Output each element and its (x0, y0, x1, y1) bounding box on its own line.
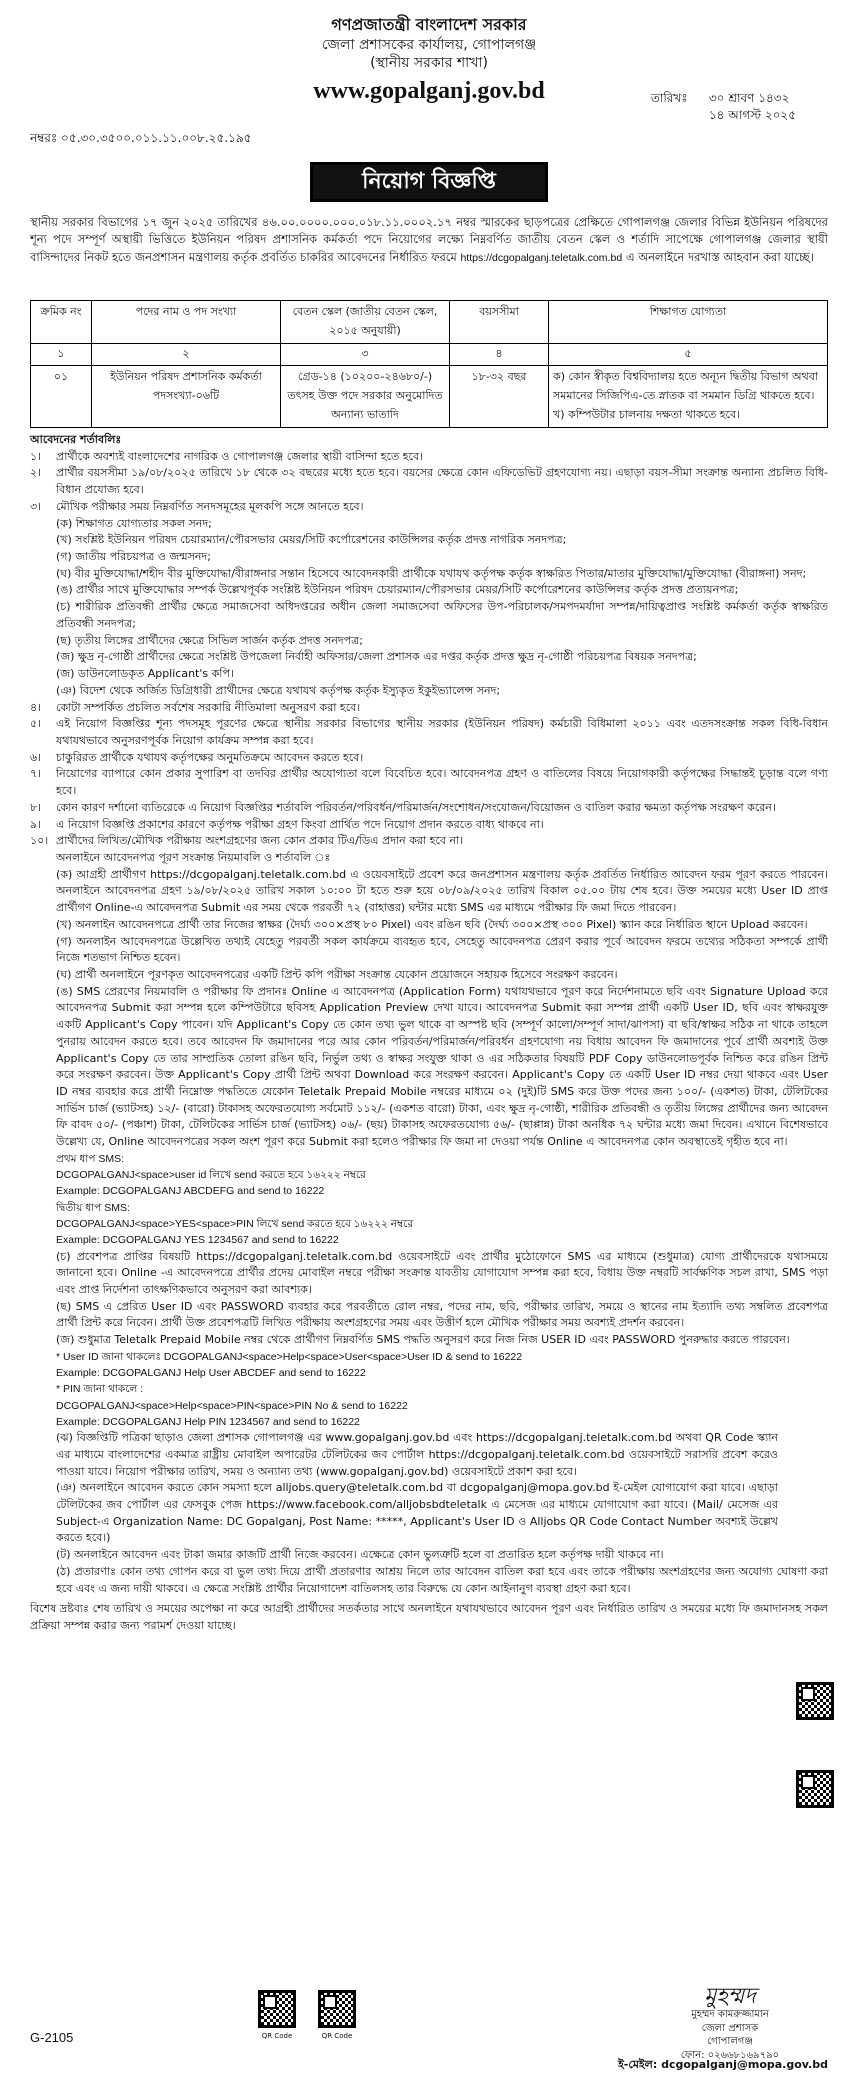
item-text: কোটা সম্পর্কিত প্রচলিত সর্বশেষ সরকারি নীতিমালা অনুসরণ করা হবে। (56, 700, 361, 714)
date-english: ১৪ আগস্ট ২০২৫ (708, 108, 796, 123)
qr-label: QR Code (261, 2032, 293, 2040)
signatory-name: মুহম্মদ কামরুজ্জামান (691, 2009, 769, 2020)
cell-post: ইউনিয়ন পরিষদ প্রশাসনিক কর্মকর্তা পদসংখ্যা-০৬টি (92, 366, 281, 428)
date-block (650, 90, 796, 125)
list-item (30, 766, 828, 799)
recover-instructions (30, 1349, 828, 1430)
item-text: এই নিয়োগ বিজ্ঞপ্তির শূন্য পদসমূহ পূরণের ক্ষেত্রে স্থানীয় সরকার বিভাগের স্থানীয় সরকার (ইউনিয়ন পরিষদ) কর্মচারী বিধিমালা ২০১১ এবং এতদসংক্রান্ত সকল বিধি-বিধান যথাযথভাবে অনুসরণপূর্বক নিয়োগ কার্যক্রম সম্পন্ন করা হবে। (56, 717, 828, 747)
intro-tail: এ অনলাইনে দরখাস্ত আহবান করা যাচ্ছে। (625, 249, 814, 264)
sub-item: (ছ) তৃতীয় লিঙ্গের প্রার্থীদের ক্ষেত্রে সিভিল সার্জন কর্তৃক প্রদত্ত সনদপত্র; (56, 633, 363, 647)
online-rule: (ঝ) বিজ্ঞপ্তিটি পত্রিকা ছাড়াও জেলা প্রশাসক গোপালগঞ্জ এর www.gopalganj.gov.bd এবং https://dcgopalganj.teletalk.com.bd অথবা QR Code স্ক্যান এর মাধ্যমে বাংলাদেশের একমাত্র রাষ্ট্রীয় মোবাইল অপারেটর টেলিটকের জব পোর্টাল https://dcgopalganj.teletalk.com.bd ওয়েবসাইটে সরাসরি প্রবেশ করেও পাওয়া যাবে। নিয়োগ পরীক্ষার তারিখ, সময় ও অন্যান্য তথ্য (www.gopalganj.gov.bd) ওয়েবসাইটে প্রকাশ করা হবে। (56, 1431, 778, 1478)
cell-education (549, 366, 828, 428)
recover-uid-line: * User ID জানা থাকলেঃ DCGOPALGANJ<space>Help<space>User<space>User ID & send to 16222 (56, 1350, 523, 1363)
sms-instructions (30, 1151, 828, 1249)
sub-item: (গ) জাতীয় পরিচয়পত্র ও জন্মসনদ; (56, 550, 211, 564)
list-item (30, 700, 828, 717)
list-item (30, 833, 828, 850)
online-rule: (ঠ) প্রতারণাঃ কোন তথ্য গোপন করে বা ভুল তথ্য দিয়ে প্রার্থী প্রতারণার আশ্রয় নিলে তার আবেদন বাতিল করা হবে এবং তাকে পরীক্ষায় অংশগ্রহণের জন্য অযোগ্য ঘোষণা করা হবে এবং এ জন্য দায়ী থাকবে। এ ক্ষেত্রে সংশ্লিষ্ট প্রার্থীর নিয়োগাদেশ বাতিলসহ তার বিরুদ্ধে যে কোন আইনানুগ ব্যবস্থা গ্রহণ করা হবে। (56, 1564, 828, 1595)
intro-text: স্থানীয় সরকার বিভাগের ১৭ জুন ২০২৫ তারিখের ৪৬.০০.০০০০.০০০.০১৮.১১.০০০২.১৭ নম্বর স্মারকের ছাড়পত্রের প্রেক্ষিতে গোপালগঞ্জ জেলার বিভিন্ন ইউনিয়ন পরিষদের শূন্য পদে সম্পূর্ণ অস্থায়ী ভিত্তিতে ইউনিয়ন পরিষদ প্রশাসনিক কর্মকর্তা পদে নিয়োগের লক্ষ্যে নিম্নবর্ণিত জাতীয় বেতন স্কেল ও শর্তাদি সাপেক্ষে গোপালগঞ্জ জেলার স্থায়ী বাসিন্দাদের নিকট হতে জনপ্রশাসন মন্ত্রণালয় কর্তৃক প্রবর্তিত চাকরির আবেদনের নির্ধারিত ফরমে (30, 215, 828, 264)
office-name: জেলা প্রশাসকের কার্যালয়, গোপালগঞ্জ (321, 36, 537, 53)
sub-item: (খ) সংশ্লিষ্ট ইউনিয়ন পরিষদ চেয়ারম্যান/পৌরসভার মেয়র/সিটি কর্পোরেশনের কাউন্সিলর কর্তৃক প্রদত্ত নাগরিক সনদপত্র; (56, 533, 567, 547)
cell-serial: ০১ (31, 366, 92, 428)
section-name: (স্থানীয় সরকার শাখা) (370, 55, 488, 72)
sub-item: (জ) ডাউনলোডকৃত Applicant's কপি। (56, 667, 234, 681)
intro-url[interactable]: https://dcgopalganj.teletalk.com.bd (460, 251, 623, 264)
item-text: প্রার্থীর বয়সসীমা ১৯/০৮/২০২৫ তারিখে ১৮ থেকে ৩২ বছরের মধ্যে হতে হবে। বয়সের ক্ষেত্রে কোন এফিডেভিট গ্রহণযোগ্য নয়। এছাড়া বয়স-সীমা সংক্রান্ত অন্যান্য প্রচলিত বিধি-বিধান প্রযোজ্য হবে। (56, 466, 828, 497)
item-text: চাকুরিরত প্রার্থীকে যথাযথ কর্তৃপক্ষের অনুমতিক্রমে আবেদন করতে হবে। (56, 750, 364, 764)
sms-second-example: Example: DCGOPALGANJ YES 1234567 and send to 16222 (56, 1234, 339, 1247)
online-rule: (ঞ) অনলাইনে আবেদন করতে কোন সমস্যা হলে alljobs.query@teletalk.com.bd বা dcgopalganj@mopa.gov.bd ই-মেইল যোগাযোগ করা যাবে। এছাড়া টেলিটকের জব পোর্টাল এর ফেসবুক পেজ https://www.facebook.com/alljobsbdteletalk এ মেসেজ এর মাধ্যমে যোগাযোগ করা যাবে। (Mail/ মেসেজ এর Subject-এ Organization Name: DC Gopalganj, Post Name: *****, Applicant's User ID ও Alljobs QR Code Contact Number অবশ্যই উল্লেখ করতে হবে।) (56, 1481, 778, 1545)
recover-uid-example: Example: DCGOPALGANJ Help User ABCDEF and send to 16222 (56, 1367, 366, 1380)
edu-req-1: ক) কোন স্বীকৃত বিশ্ববিদ্যালয় হতে অন্যূন দ্বিতীয় বিভাগ অথবা সমমানের সিজিপিএ-তে স্নাতক বা সমমান ডিগ্রি থাকতে হবে। (553, 370, 819, 402)
recover-pin-label: * PIN জানা থাকলে : (56, 1383, 144, 1396)
conditions-section (30, 432, 828, 1635)
sub-item: (ঘ) বীর মুক্তিযোদ্ধা/শহীদ বীর মুক্তিযোদ্ধা/বীরাঙ্গনার সন্তান হিসেবে আবেদনকারী প্রার্থীকে যথাযথ কর্তৃপক্ষ কর্তৃক স্বাক্ষরিত পিতার/মাতার মুক্তিযোদ্ধা/মুক্তিযোদ্ধা (বীরাঙ্গনা) সনদ; (56, 566, 807, 580)
qr-code-icon[interactable] (796, 1770, 834, 1808)
item-number: ১। (30, 449, 42, 463)
sub-item: (ঞ) বিদেশ থেকে অর্জিত ডিগ্রিধারী প্রার্থীদের ক্ষেত্রে যথাযথ কর্তৃপক্ষ কর্তৃক ইস্যুকৃত ইকুইভ্যালেন্স সনদ; (56, 683, 501, 697)
item-number: ৫। (30, 717, 42, 731)
sms-second-line: DCGOPALGANJ<space>YES<space>PIN লিখে send করতে হবে ১৬২২২ নম্বরে (56, 1217, 414, 1230)
col-education: শিক্ষাগত যোগ্যতা (549, 301, 828, 344)
list-item (30, 716, 828, 749)
item-number: ৮। (30, 800, 42, 814)
online-rule: (ট) অনলাইনে আবেদন এবং টাকা জমার কাজটি প্রার্থী নিজে করবেন। এক্ষেত্রে কোন ভুলত্রুটি হলে বা প্রতারিত হলে কর্তৃপক্ষ দায়ী থাকবে না। (56, 1548, 664, 1562)
list-item (30, 800, 828, 817)
qr-code-icon[interactable] (258, 1990, 296, 2028)
online-rule: (গ) অনলাইন আবেদনপত্রে উল্লেখিত তথ্যই যেহেতু পরবর্তী সকল কার্যক্রমে ব্যবহৃত হবে, সেহেতু আবেদনপত্র প্রেরণ করার পূর্বে আবেদন ফরমে তথ্যের সঠিকতা সম্পর্কে প্রার্থী নিজে শতভাগ নিশ্চিত হবেন। (56, 934, 828, 965)
colnum-5: ৫ (549, 344, 828, 366)
signatory-designation: জেলা প্রশাসক (701, 2022, 759, 2034)
intro-paragraph (30, 214, 828, 266)
signatory-phone: ফোন: ০২৬৬৮১৬৯৭৯০ (680, 2049, 780, 2061)
colnum-2: ২ (92, 344, 281, 366)
cell-age: ১৮-৩২ বছর (450, 366, 549, 428)
online-heading: অনলাইনে আবেদনপত্র পূরণ সংক্রান্ত নিয়মাবলি ও শর্তাবলি ঃ (56, 850, 331, 864)
colnum-1: ১ (31, 344, 92, 366)
sms-first-label: প্রথম ধাপ SMS: (56, 1152, 125, 1165)
qr-code-icon[interactable] (318, 1990, 356, 2028)
post-table (30, 300, 828, 428)
online-rule: (চ) প্রবেশপত্র প্রাপ্তির বিষয়টি https://dcgopalganj.teletalk.com.bd ওয়েবসাইটে এবং প্রার্থীর মুঠোফোনে SMS এর মাধ্যমে (শুধুমাত্র) যোগ্য প্রার্থীদেরকে যথাসময়ে জানানো হবে। Online -এ আবেদনপত্রে প্রার্থীর প্রদেয় মোবাইল নম্বরে পরীক্ষা সংক্রান্ত যাবতীয় যোগাযোগ সম্পন্ন করা হবে, বিধায় উক্ত নম্বরটি সার্বক্ষণিক সচল রাখা, SMS পড়া এবং প্রাপ্ত নির্দেশনা তাৎক্ষণিকভাবে অনুসরণ করা আবশ্যক। (56, 1249, 828, 1296)
list-item (30, 817, 828, 834)
govt-name: গণপ্রজাতন্ত্রী বাংলাদেশ সরকার (331, 15, 527, 34)
colnum-4: ৪ (450, 344, 549, 366)
special-note: বিশেষ দ্রষ্টব্যঃ শেষ তারিখ ও সময়ের অপেক্ষা না করে আগ্রহী প্রার্থীদের সতর্কতার সাথে অনলাইনে যথাযথভাবে আবেদন পূরণ এবং নির্ধারিত তারিখ ও সময়ের মধ্যে ফি জমাদানসহ সকল প্রক্রিয়া সম্পন্ন করার জন্য পরামর্শ দেওয়া যাচ্ছে। (30, 1602, 828, 1633)
item-text: নিয়োগের ব্যাপারে কোন প্রকার সুপারিশ বা তদবির প্রার্থীর অযোগ্যতা বলে বিবেচিত হবে। আবেদনপত্র গ্রহণ ও বাতিলের বিষয়ে নিয়োগকারী কর্তৃপক্ষের সিদ্ধান্তই চূড়ান্ত বলে গণ্য হবে। (56, 767, 828, 798)
item-text: প্রার্থীকে অবশ্যই বাংলাদেশের নাগরিক ও গোপালগঞ্জ জেলার স্থায়ী বাসিন্দা হতে হবে। (56, 449, 423, 463)
conditions-heading: আবেদনের শর্তাবলিঃ (30, 433, 122, 446)
item-number: ৯। (30, 817, 42, 831)
item-number: ৬। (30, 750, 42, 764)
sub-item: (চ) শারীরিক প্রতিবন্ধী প্রার্থীর ক্ষেত্রে সমাজসেবা অধিদপ্তরের অধীন জেলা সমাজসেবা অফিসের উপ-পরিচালক/সমপদমর্যাদা সম্পন্ন/দায়িত্বপ্রাপ্ত সংশ্লিষ্ট কর্মকর্তা কর্তৃক স্বাক্ষরিত প্রতিবন্ধী সনদপত্র; (56, 600, 828, 630)
date-label: তারিখঃ (650, 91, 688, 105)
sms-second-label: দ্বিতীয় ধাপ SMS: (56, 1201, 130, 1214)
item-number: ১০। (30, 834, 49, 848)
item-text: কোন কারণ দর্শানো ব্যতিরেকে এ নিয়োগ বিজ্ঞপ্তির শর্তাবলি পরিবর্তন/পরিবর্ধন/পরিমার্জন/সংশোধন/সংযোজন/বিয়োজন ও বাতিল করার ক্ষমতা কর্তৃপক্ষ সংরক্ষণ করেন। (56, 800, 776, 814)
qr-label: QR Code (321, 2032, 353, 2040)
online-rule: (ছ) SMS এ প্রেরিত User ID এবং PASSWORD ব্যবহার করে পরবর্তীতে রোল নম্বর, পদের নাম, ছবি, পরীক্ষার তারিখ, সময়ে ও স্থানের নাম ইত্যাদি তথ্য সম্বলিত প্রবেশপত্র প্রার্থী প্রিন্ট করে নিবেন। প্রার্থী উক্ত প্রবেশপত্রটি লিখিত পরীক্ষায় অংশগ্রহণের সময় এবং উত্তীর্ণ হলে মৌখিক পরীক্ষার সময় অবশ্যই প্রদর্শন করবেন। (56, 1299, 828, 1330)
item-number: ৩। (30, 499, 42, 513)
item-number: ২। (30, 466, 42, 480)
notice-title (310, 162, 548, 202)
sub-item: (জ) ক্ষুদ্র নৃ-গোষ্ঠী প্রার্থীদের ক্ষেত্রে সংশ্লিষ্ট উপজেলা নির্বাহী অফিসার/জেলা প্রশাসক এর দপ্তর কর্তৃক প্রদত্ত ক্ষুদ্র নৃ-গোষ্ঠী পরিচয়পত্র বিষয়ক সনদপত্র; (56, 650, 697, 664)
item-text: এ নিয়োগ বিজ্ঞপ্তি প্রকাশের কারণে কর্তৃপক্ষ পরীক্ষা গ্রহণ কিংবা প্রার্থিত পদে নিয়োগ প্রদান করতে বাধ্য থাকবে না। (56, 817, 544, 831)
item-text: মৌখিক পরীক্ষার সময় নিম্নবর্ণিত সনদসমূহের মূলকপি সঙ্গে আনতে হবে। (56, 499, 364, 513)
col-serial: ক্রমিক নং (31, 301, 92, 344)
sub-item: (ক) শিক্ষাগত যোগ্যতার সকল সনদ; (56, 516, 212, 530)
online-rule: (ঙ) SMS প্রেরণের নিয়মাবলি ও পরীক্ষার ফি প্রদানঃ Online এ আবেদনপত্র (Application Form) যথাযথভাবে পূরণ করে নির্দেশনামতে ছবি এবং Signature Upload করে আবেদনপত্র Submit করা সম্পন্ন হলে কম্পিউটারে ছবিসহ Application Preview দেখা যাবে। আবেদনপত্র Submit করা সম্পন্ন প্রার্থী একটি User ID, ছবি এবং স্বাক্ষরযুক্ত একটি Applicant's Copy পাবেন। যদি Applicant's Copy তে কোন তথ্য ভুল থাকে বা অস্পষ্ট ছবি (সম্পূর্ণ কালো/সম্পূর্ণ সাদা/ঝাপসা) বা ছবি/স্বাক্ষর সঠিক না থাকে তাহলে পুনরায় আবেদন করতে হবে। তবে আবেদন ফি জমাদানের পরে আর কোন পরিবর্তন/পরিমার্জন/পরিবর্ধন গ্রহণযোগ্য নয় বিধায় আবেদন ফি জমাদানের পূর্বে প্রার্থী অবশ্যই উক্ত Applicant's Copy তে তার সাম্প্রতিক তোলা রঙিন ছবি, নির্ভুল তথ্য ও স্বাক্ষর সংযুক্ত থাকা ও এর সঠিকতার বিষয়টি PDF Copy ডাউনলোডপূর্বক নিশ্চিত করে রঙিন প্রিন্ট করে সংরক্ষণ করবেন। উক্ত Applicant's Copy প্রার্থী প্রিন্ট অথবা Download করে সংরক্ষণ করবেন। Applicant's Copy তে একটি User ID নম্বর দেয়া থাকবে এবং User ID নম্বর ব্যবহার করে প্রার্থী নিম্নোক্ত পদ্ধতিতে যেকোন Teletalk Prepaid Mobile নম্বরের মাধ্যমে ০২ (দুই)টি SMS করে উক্ত পদের জন্য ১০০/- (একশত) টাকা, টেলিটকের সার্ভিস চার্জ (ভ্যাটসহ) ১২/- (বারো) টাকাসহ অফেরতযোগ্য সর্বমোট ১১২/- (একশত বারো) টাকা, এবং ক্ষুদ্র নৃ-গোষ্ঠী, শারীরিক প্রতিবন্ধী ও তৃতীয় লিঙ্গের প্রার্থীদের জন্য আবেদন ফি বাবদ ৫০/- (পঞ্চাশ) টাকা, টেলিটকের সার্ভিস চার্জ (ভ্যাটসহ) ০৬/- (ছয়) টাকাসহ অফেরতযোগ্য ৫৬/- (ছাপ্পান্ন) টাকা অনধিক ৭২ ঘন্টার মধ্যে জমা দিবেন। এখানে বিশেষভাবে উল্লেখ্য যে, Online আবেদনপত্রের সকল অংশ পূরণ করে Submit করা হলেও পরীক্ষার ফি জমা না দেওয়া পর্যন্ত Online এ আবেদনপত্র কোন অবস্থাতেই গৃহীত হবে না। (56, 984, 828, 1149)
list-item (30, 465, 828, 498)
cell-scale: গ্রেড-১৪ (১০২০০-২৪৬৮০/-) তৎসহ উক্ত পদে সরকার অনুমোদিত অন্যান্য ভাতাদি (281, 366, 450, 428)
table-row (31, 366, 828, 428)
signatory-email[interactable]: ই-মেইল: dcgopalganj@mopa.gov.bd (618, 2058, 828, 2071)
website-link[interactable]: www.gopalganj.gov.bd (313, 78, 545, 105)
ad-code: G-2105 (30, 2030, 74, 2045)
sub-item: (ঙ) প্রার্থীর সাথে মুক্তিযোদ্ধার সম্পর্ক উল্লেখপূর্বক সংশ্লিষ্ট ইউনিয়ন পরিষদ চেয়ারম্যান/পৌরসভার মেয়র/সিটি কর্পোরেশনের কাউন্সিলর কর্তৃক প্রদত্ত প্রত্যয়নপত্র; (56, 583, 739, 597)
col-post: পদের নাম ও পদ সংখ্যা (92, 301, 281, 344)
recover-pin-example: Example: DCGOPALGANJ Help PIN 1234567 and send to 16222 (56, 1415, 360, 1428)
sms-first-example: Example: DCGOPALGANJ ABCDEFG and send to 16222 (56, 1185, 325, 1198)
col-age: বয়সসীমা (450, 301, 549, 344)
notice-title-text: নিয়োগ বিজ্ঞপ্তি (362, 168, 496, 194)
list-item (30, 750, 828, 767)
item-number: ৭। (30, 767, 42, 781)
recover-pin-line: DCGOPALGANJ<space>Help<space>PIN<space>PIN No & send to 16222 (56, 1399, 408, 1412)
item-text: প্রার্থীদের লিখিত/মৌখিক পরীক্ষায় অংশগ্রহণের জন্য কোন প্রকার টিএ/ডিএ প্রদান করা হবে না। (56, 834, 464, 848)
col-scale: বেতন স্কেল (জাতীয় বেতন স্কেল, ২০১৫ অনুযায়ী) (281, 301, 450, 344)
list-item (30, 449, 828, 466)
colnum-3: ৩ (281, 344, 450, 366)
qr-code-icon[interactable] (796, 1682, 834, 1720)
online-rule: (ক) আগ্রহী প্রার্থীগণ https://dcgopalganj.teletalk.com.bd এ ওয়েবসাইটে প্রবেশ করে জনপ্রশাসন মন্ত্রণালয় কর্তৃক প্রবর্তিত নির্ধারিত আবেদন ফরম পূরণ করতে পারবেন। অনলাইনে আবেদনপত্র গ্রহণ ১৯/০৮/২০২৫ তারিখ সকাল ১০:০০ টা হতে শুরু হয়ে ০৮/০৯/২০২৫ তারিখ বিকাল ০৫.০০ টায় শেষ হবে। উক্ত সময়ের মধ্যে User ID প্রাপ্ত প্রার্থীগণ Online-এ আবেদনপত্র Submit এর সময় থেকে পরবর্তী ৭২ (বাহাত্তর) ঘন্টার মধ্যে SMS এর মাধ্যমে পরীক্ষার ফি জমা দিতে পারবেন। (56, 867, 828, 915)
sms-first-line: DCGOPALGANJ<space>user id লিখে send করতে হবে ১৬২২২ নম্বরে (56, 1169, 366, 1182)
online-rule: (জ) শুধুমাত্র Teletalk Prepaid Mobile নম্বর থেকে প্রার্থীগণ নিম্নবর্ণিত SMS পদ্ধতি অনুসরণ করে নিজ নিজ USER ID এবং PASSWORD পুনরুদ্ধার করতে পারবেন। (56, 1333, 790, 1347)
signature-block (660, 1982, 800, 2062)
online-rule: (ঘ) প্রার্থী অনলাইনে পূরণকৃত আবেদনপত্রের একটি প্রিন্ট কপি পরীক্ষা সংক্রান্ত যেকোন প্রয়োজনে সহায়ক হিসেবে সংরক্ষণ করবেন। (56, 968, 618, 981)
signatory-district: গোপালগঞ্জ (707, 2036, 753, 2047)
edu-req-2: খ) কম্পিউটার চালনায় দক্ষতা থাকতে হবে। (553, 408, 741, 421)
memo-number: নম্বরঃ ০৫.৩০.৩৫০০.০১১.১১.০০৮.২৫.১৯৫ (30, 131, 252, 145)
signature-scribble: মুহম্মদ (704, 1984, 756, 2009)
online-rule: (খ) অনলাইন আবেদনপত্রে প্রার্থী তার নিজের স্বাক্ষর (দৈর্ঘ্য ৩০০×প্রস্থ ৮০ Pixel) এবং রঙিন ছবি (দৈর্ঘ্য ৩০০×প্রস্থ ৩০০ Pixel) স্ক্যান করে নির্ধারিত স্থানে Upload করবেন। (56, 917, 808, 931)
date-bangla: ৩০ শ্রাবণ ১৪৩২ (708, 91, 790, 105)
item-number: ৪। (30, 700, 42, 714)
list-item (30, 499, 828, 516)
